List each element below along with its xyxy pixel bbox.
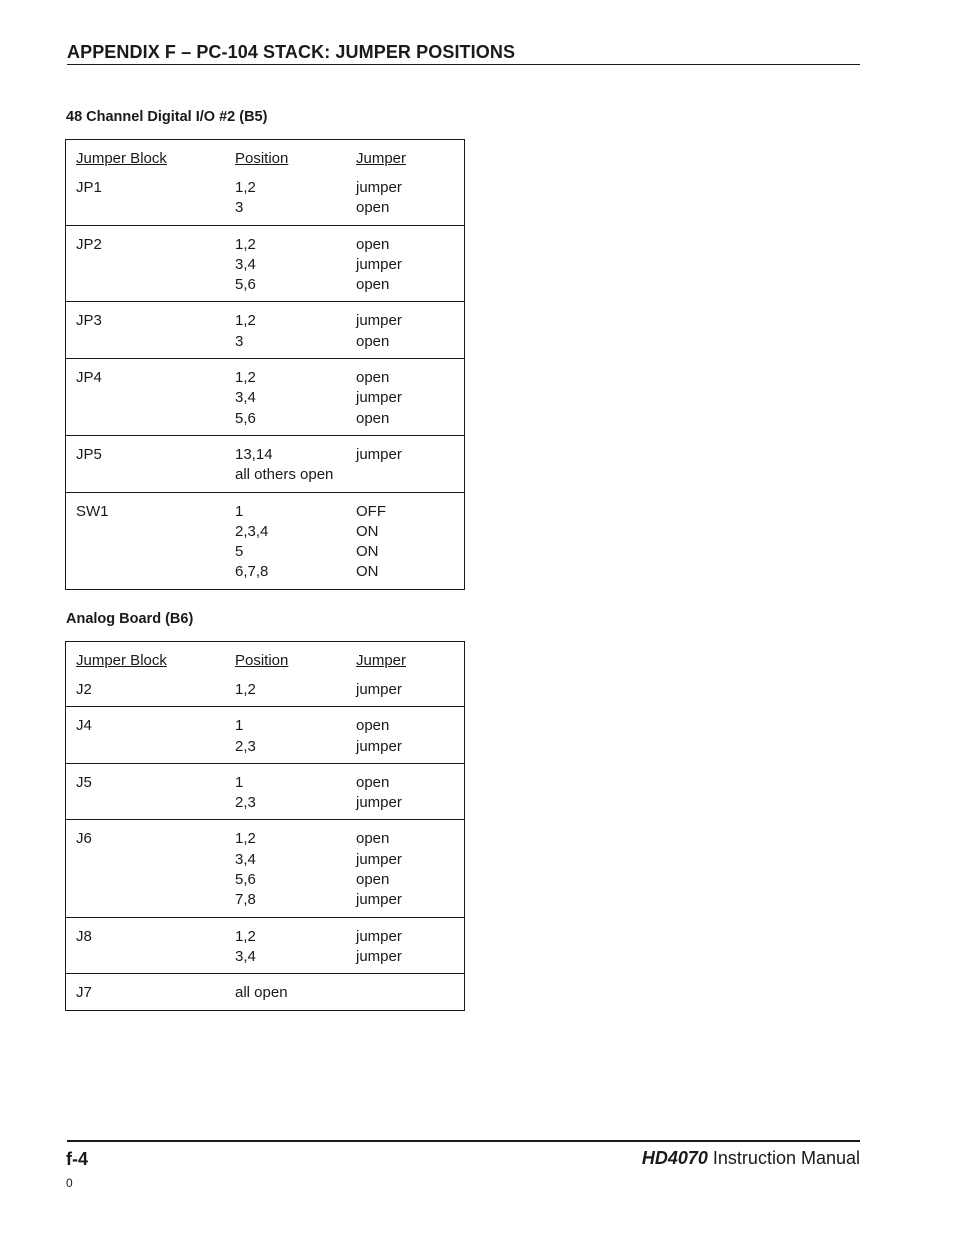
position-cell: 3 — [235, 332, 244, 350]
position-cell: 3,4 — [235, 850, 256, 868]
table-header-row — [66, 149, 464, 178]
position-cell: 1,2 — [235, 235, 256, 253]
jumper-group — [66, 301, 464, 358]
jumper-cell: jumper — [356, 255, 402, 273]
table-row — [66, 829, 464, 849]
jumper-block-cell: JP5 — [76, 445, 102, 463]
table-row — [66, 368, 464, 388]
column-header — [66, 651, 235, 680]
table-row — [66, 332, 464, 352]
jumper-cell: ON — [356, 563, 379, 581]
jumper-block-cell — [66, 275, 235, 295]
jumper-block-cell — [66, 388, 235, 408]
jumper-block-cell — [66, 332, 235, 352]
column-header-label: Position — [235, 150, 289, 167]
jumper-block-cell: J6 — [76, 830, 92, 848]
table-row — [66, 983, 464, 1003]
position-cell: 1,2 — [235, 681, 256, 698]
column-header — [235, 149, 356, 178]
jumper-cell: jumper — [356, 794, 402, 812]
title-divider — [67, 64, 860, 65]
section-heading-digital-io: 48 Channel Digital I/O #2 (B5) — [66, 109, 268, 125]
jumper-cell: open — [356, 409, 390, 427]
jumper-group — [66, 225, 464, 302]
position-cell: 1,2 — [235, 927, 256, 945]
jumper-group — [66, 706, 464, 763]
jumper-group — [66, 973, 464, 1009]
jumper-block-cell: JP4 — [76, 369, 102, 387]
jumper-cell: jumper — [356, 891, 402, 909]
table-row — [66, 737, 464, 757]
jumper-group — [66, 435, 464, 492]
jumper-block-cell: J5 — [76, 773, 92, 791]
jumper-cell: jumper — [356, 850, 402, 868]
page-number: f-4 — [66, 1149, 88, 1169]
jumper-cell: open — [356, 773, 390, 791]
position-cell: 2,3 — [235, 737, 256, 755]
table-row — [66, 445, 464, 465]
position-cell: 5 — [235, 543, 244, 561]
position-cell: 1,2 — [235, 369, 256, 387]
jumper-cell: open — [356, 830, 390, 848]
column-header — [66, 149, 235, 178]
jumper-cell — [356, 983, 464, 1003]
position-cell: 2,3 — [235, 794, 256, 812]
table-row — [66, 947, 464, 967]
table-row — [66, 927, 464, 947]
jumper-group — [66, 642, 464, 706]
table-row — [66, 870, 464, 890]
position-cell: all open — [235, 984, 288, 1002]
jumper-block-cell: J7 — [76, 984, 92, 1002]
jumper-group — [66, 140, 464, 225]
jumper-group — [66, 763, 464, 820]
section-heading-analog-board: Analog Board (B6) — [66, 611, 194, 627]
jumper-cell: jumper — [356, 927, 402, 945]
model-name: HD4070 — [641, 1148, 708, 1168]
manual-label: Instruction Manual — [707, 1148, 860, 1168]
jumper-block-cell — [66, 737, 235, 757]
jumper-group — [66, 358, 464, 435]
jumper-cell: open — [356, 871, 390, 889]
jumper-group — [66, 917, 464, 974]
jumper-block-cell: SW1 — [76, 502, 109, 520]
jumper-block-cell — [66, 522, 235, 542]
jumper-block-cell: JP2 — [76, 235, 102, 253]
jumper-cell: open — [356, 235, 390, 253]
jumper-cell: jumper — [356, 737, 402, 755]
jumper-block-cell — [66, 409, 235, 429]
position-cell: 1 — [235, 717, 244, 735]
jumper-cell: open — [356, 717, 390, 735]
position-cell: 5,6 — [235, 276, 256, 294]
table-row — [66, 562, 464, 582]
position-cell: 3,4 — [235, 389, 256, 407]
position-cell: 1,2 — [235, 312, 256, 330]
position-cell: 1 — [235, 502, 244, 520]
position-cell: 1,2 — [235, 830, 256, 848]
manual-title — [642, 1148, 860, 1169]
table-row — [66, 716, 464, 736]
jumper-cell: ON — [356, 522, 379, 540]
jumper-block-cell: JP1 — [76, 179, 102, 196]
revision-number: 0 — [66, 1176, 73, 1190]
column-header-label: Jumper Block — [76, 652, 167, 669]
position-cell: 7,8 — [235, 891, 256, 909]
table-row — [66, 198, 464, 218]
table-row — [66, 890, 464, 910]
table-row — [66, 275, 464, 295]
jumper-block-cell — [66, 562, 235, 582]
table-row — [66, 311, 464, 331]
jumper-block-cell — [66, 870, 235, 890]
position-cell: 3,4 — [235, 255, 256, 273]
jumper-block-cell — [66, 850, 235, 870]
jumper-cell: OFF — [356, 502, 386, 520]
jumper-cell: open — [356, 332, 390, 350]
column-header — [235, 651, 356, 680]
table-row — [66, 793, 464, 813]
page-title: APPENDIX F – PC-104 STACK: JUMPER POSITIONS — [67, 42, 516, 62]
jumper-block-cell — [66, 542, 235, 562]
jumper-cell: open — [356, 369, 390, 387]
table-row — [66, 465, 464, 485]
column-header — [356, 651, 464, 680]
table-row — [66, 850, 464, 870]
table-row — [66, 255, 464, 275]
table-row — [66, 542, 464, 562]
jumper-cell: jumper — [356, 681, 402, 698]
jumper-block-cell — [66, 793, 235, 813]
jumper-cell: open — [356, 199, 390, 217]
jumper-cell: jumper — [356, 445, 402, 463]
table-row — [66, 235, 464, 255]
table-row — [66, 773, 464, 793]
jumper-block-cell: JP3 — [76, 312, 102, 330]
table-row — [66, 680, 464, 700]
table-row — [66, 409, 464, 429]
column-header-label: Position — [235, 652, 289, 669]
footer-divider — [67, 1140, 860, 1142]
column-header-label: Jumper — [356, 150, 407, 167]
jumper-table-analog-board — [65, 641, 465, 1011]
column-header — [356, 149, 464, 178]
column-header-label: Jumper Block — [76, 150, 167, 167]
jumper-cell: jumper — [356, 312, 402, 330]
position-cell: 5,6 — [235, 409, 256, 427]
jumper-block-cell: J2 — [76, 681, 92, 698]
jumper-cell: jumper — [356, 389, 402, 407]
jumper-group — [66, 492, 464, 589]
jumper-cell: open — [356, 276, 390, 294]
jumper-block-cell — [66, 890, 235, 910]
position-cell: 1,2 — [235, 179, 256, 196]
position-cell: 13,14 — [235, 445, 273, 463]
jumper-cell: jumper — [356, 179, 402, 196]
jumper-block-cell: J4 — [76, 717, 92, 735]
position-cell: 3 — [235, 199, 244, 217]
table-row — [66, 522, 464, 542]
jumper-cell: jumper — [356, 947, 402, 965]
position-cell: 6,7,8 — [235, 563, 269, 581]
position-cell: 3,4 — [235, 947, 256, 965]
jumper-block-cell — [66, 198, 235, 218]
position-cell: 5,6 — [235, 871, 256, 889]
position-cell: 2,3,4 — [235, 522, 269, 540]
jumper-block-cell: J8 — [76, 927, 92, 945]
jumper-cell: ON — [356, 543, 379, 561]
jumper-block-cell — [66, 255, 235, 275]
jumper-table-digital-io — [65, 139, 465, 590]
position-cell: all others open — [235, 466, 334, 484]
table-row — [66, 178, 464, 198]
jumper-group — [66, 819, 464, 916]
jumper-cell — [356, 465, 464, 485]
column-header-label: Jumper — [356, 652, 407, 669]
jumper-block-cell — [66, 947, 235, 967]
table-row — [66, 388, 464, 408]
table-row — [66, 502, 464, 522]
position-cell: 1 — [235, 773, 244, 791]
table-header-row — [66, 651, 464, 680]
jumper-block-cell — [66, 465, 235, 485]
